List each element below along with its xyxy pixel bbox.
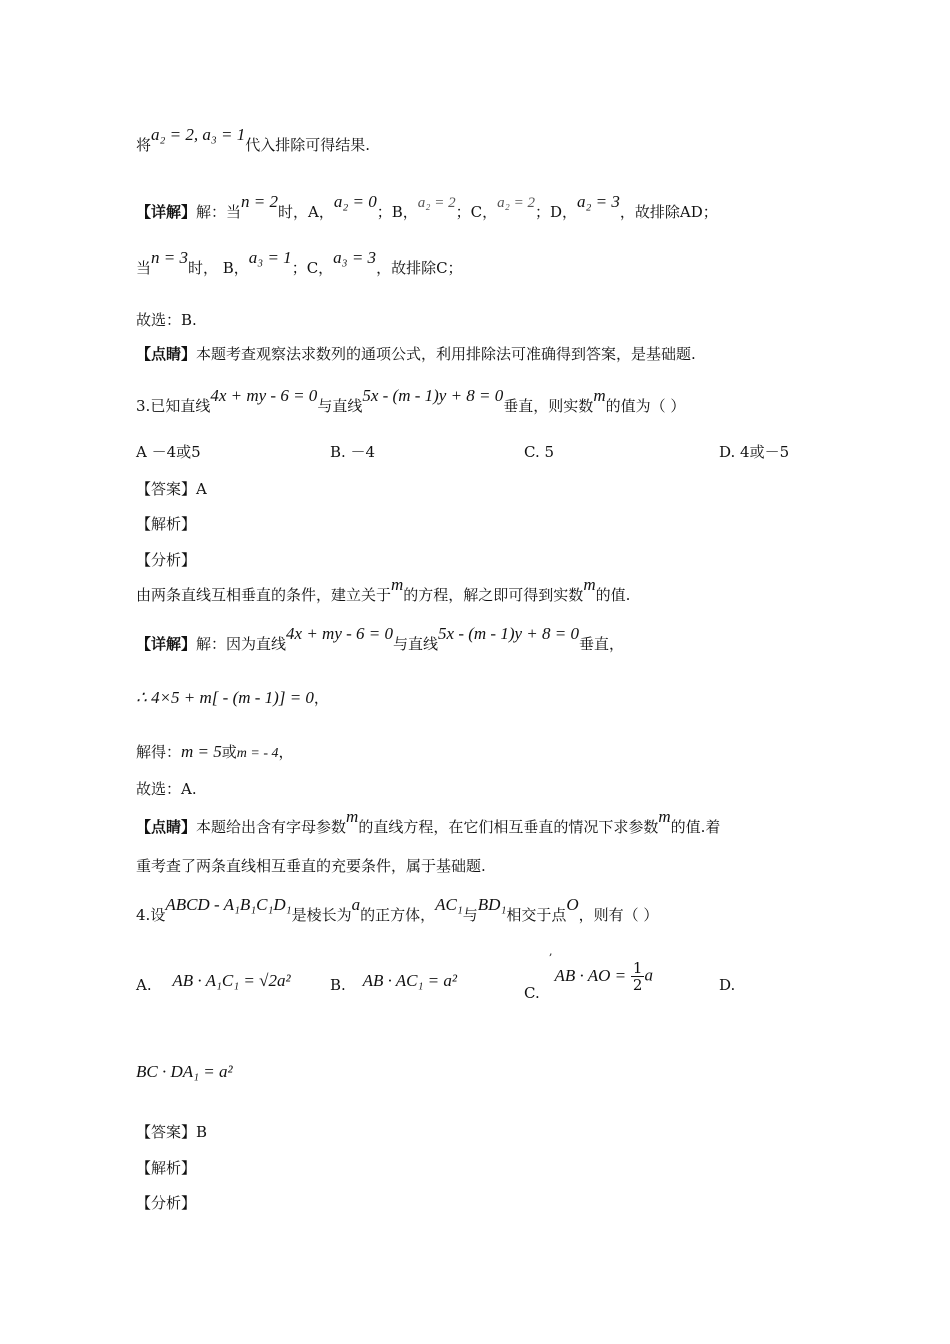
stray-mark: , xyxy=(549,945,553,958)
text: 垂直， xyxy=(579,635,625,653)
text: 或 xyxy=(221,743,237,761)
option-a xyxy=(136,971,291,995)
fraction-denominator: 2 xyxy=(632,976,643,994)
text: 的方程，解之即可得到实数 xyxy=(403,586,584,604)
text: 是棱长为 xyxy=(291,906,352,924)
math-expression: n = 2 xyxy=(241,192,279,211)
math-expression: ABCD - A₁B₁C₁D₁ xyxy=(165,895,292,914)
text: 当 xyxy=(136,259,152,277)
math-expression: 5x - (m - 1)y + 8 = 0 xyxy=(362,386,504,405)
analysis-text xyxy=(136,575,631,605)
text: 的正方体， xyxy=(360,906,436,924)
choose-line: 故选：A. xyxy=(136,780,197,798)
option-b: B. －4 xyxy=(330,443,376,461)
option-d: D. 4或－5 xyxy=(719,443,790,461)
option-c xyxy=(524,959,653,1002)
math-expression: n = 3 xyxy=(151,248,188,267)
text: ；C， xyxy=(291,259,334,277)
math-expression: m = - 4 xyxy=(236,746,279,761)
math-expression: a xyxy=(351,895,361,914)
text: ， xyxy=(278,743,294,761)
math-expression: 4x + my - 6 = 0 xyxy=(210,386,318,405)
text: 解得： xyxy=(136,743,182,761)
answer-label: 【答案】A xyxy=(136,480,207,498)
option-d-expression xyxy=(136,1062,233,1082)
question-3-stem xyxy=(136,386,686,416)
option-c: C. 5 xyxy=(524,443,555,461)
option-label: A. xyxy=(136,976,152,994)
analysis-label: 【解析】 xyxy=(136,515,197,533)
fraction xyxy=(631,960,645,993)
text: ；C， xyxy=(455,203,498,221)
math-expression: AB · AC₁ = a² xyxy=(362,971,457,990)
math-expression: a₂ = 2 xyxy=(497,195,535,211)
text: 的直线方程，在它们相互垂直的情况下求参数 xyxy=(358,818,659,836)
math-expression: BD₁ xyxy=(477,895,507,914)
text: 已知直线 xyxy=(150,397,211,415)
note-tag: 【点睛】 xyxy=(136,818,197,836)
text: 垂直，则实数 xyxy=(503,397,594,415)
text: 解：当 xyxy=(196,203,242,221)
text: 的值.着 xyxy=(670,818,721,836)
option-label: B. xyxy=(330,976,346,994)
text: 与直线 xyxy=(317,397,363,415)
paragraph-substitute xyxy=(136,125,371,155)
text: 与 xyxy=(462,906,478,924)
math-expression: O xyxy=(566,895,579,914)
text: 将 xyxy=(136,136,152,154)
text: ，故排除C； xyxy=(376,259,463,277)
option-d: D. xyxy=(719,976,736,994)
math-expression: 4x + my - 6 = 0 xyxy=(286,624,394,643)
text: 本题考查观察法求数列的通项公式，利用排除法可准确得到答案，是基础题. xyxy=(196,345,696,363)
math-expression: m xyxy=(583,575,596,594)
math-expression: AC₁ xyxy=(435,895,463,914)
question-number: 4. xyxy=(136,906,151,924)
math-expression: a₃ = 1 xyxy=(248,248,292,267)
math-expression: AB · A₁C₁ = √2a² xyxy=(172,971,291,990)
math-expression: BC · DA₁ = a² xyxy=(136,1062,233,1081)
text: 与直线 xyxy=(393,635,439,653)
note-tag: 【点睛】 xyxy=(136,345,197,363)
fenxi-label: 【分析】 xyxy=(136,1194,197,1212)
math-expression: a₂ = 3 xyxy=(576,192,620,211)
paragraph-detail-n2 xyxy=(136,192,718,223)
text: ；D， xyxy=(534,203,577,221)
paragraph-note xyxy=(136,344,696,364)
text: 本题给出含有字母参数 xyxy=(196,818,347,836)
text: ，故排除AD； xyxy=(619,203,718,221)
text: ，则有（ ） xyxy=(578,906,659,924)
option-a: A －4或5 xyxy=(136,443,201,461)
detail-tag: 【详解】 xyxy=(136,203,197,221)
math-expression: a₂ = 0 xyxy=(333,192,377,211)
question-4-stem xyxy=(136,895,659,925)
math-expression: m xyxy=(658,807,671,826)
text: 设 xyxy=(150,906,166,924)
math-expression: m xyxy=(391,575,404,594)
option-label: C. xyxy=(524,983,540,1002)
math-expression: a₂ = 2, a₃ = 1 xyxy=(151,125,246,144)
equation-line xyxy=(136,688,329,708)
answer-label: 【答案】B xyxy=(136,1123,208,1141)
detail-text xyxy=(136,624,625,654)
text: 的值. xyxy=(595,586,631,604)
text: 相交于点 xyxy=(506,906,567,924)
fenxi-label: 【分析】 xyxy=(136,551,197,569)
text: ， xyxy=(313,689,329,707)
note-line-1 xyxy=(136,807,721,837)
solve-line xyxy=(136,742,294,764)
text: 解：因为直线 xyxy=(196,635,287,653)
math-expression: m xyxy=(593,386,606,405)
math-expression: m xyxy=(346,807,359,826)
question-number: 3. xyxy=(136,397,151,415)
math-expression: 5x - (m - 1)y + 8 = 0 xyxy=(438,624,579,643)
text: 代入排除可得结果. xyxy=(245,136,371,154)
math-expression: m = 5 xyxy=(181,742,222,761)
analysis-label: 【解析】 xyxy=(136,1159,197,1177)
text: 的值为（ ） xyxy=(605,397,686,415)
math-expression: AB · AO = xyxy=(554,965,627,985)
fraction-numerator: 1 xyxy=(632,959,643,977)
text: 时，A， xyxy=(278,203,334,221)
text: 时， B， xyxy=(188,259,249,277)
math-expression: ∴ 4×5 + m[ - (m - 1)] = 0 xyxy=(136,688,314,707)
paragraph-detail-n3 xyxy=(136,248,463,278)
text: ；B， xyxy=(376,203,418,221)
option-b xyxy=(330,971,457,995)
math-expression: a₂ = 2 xyxy=(417,195,456,211)
math-expression: a₃ = 3 xyxy=(333,248,377,267)
text: 由两条直线互相垂直的条件，建立关于 xyxy=(136,586,392,604)
paragraph-choose-b: 故选：B. xyxy=(136,311,197,329)
note-line-2: 重考查了两条直线相互垂直的充要条件，属于基础题. xyxy=(136,857,486,875)
math-expression: a xyxy=(644,965,653,985)
detail-tag: 【详解】 xyxy=(136,635,197,653)
